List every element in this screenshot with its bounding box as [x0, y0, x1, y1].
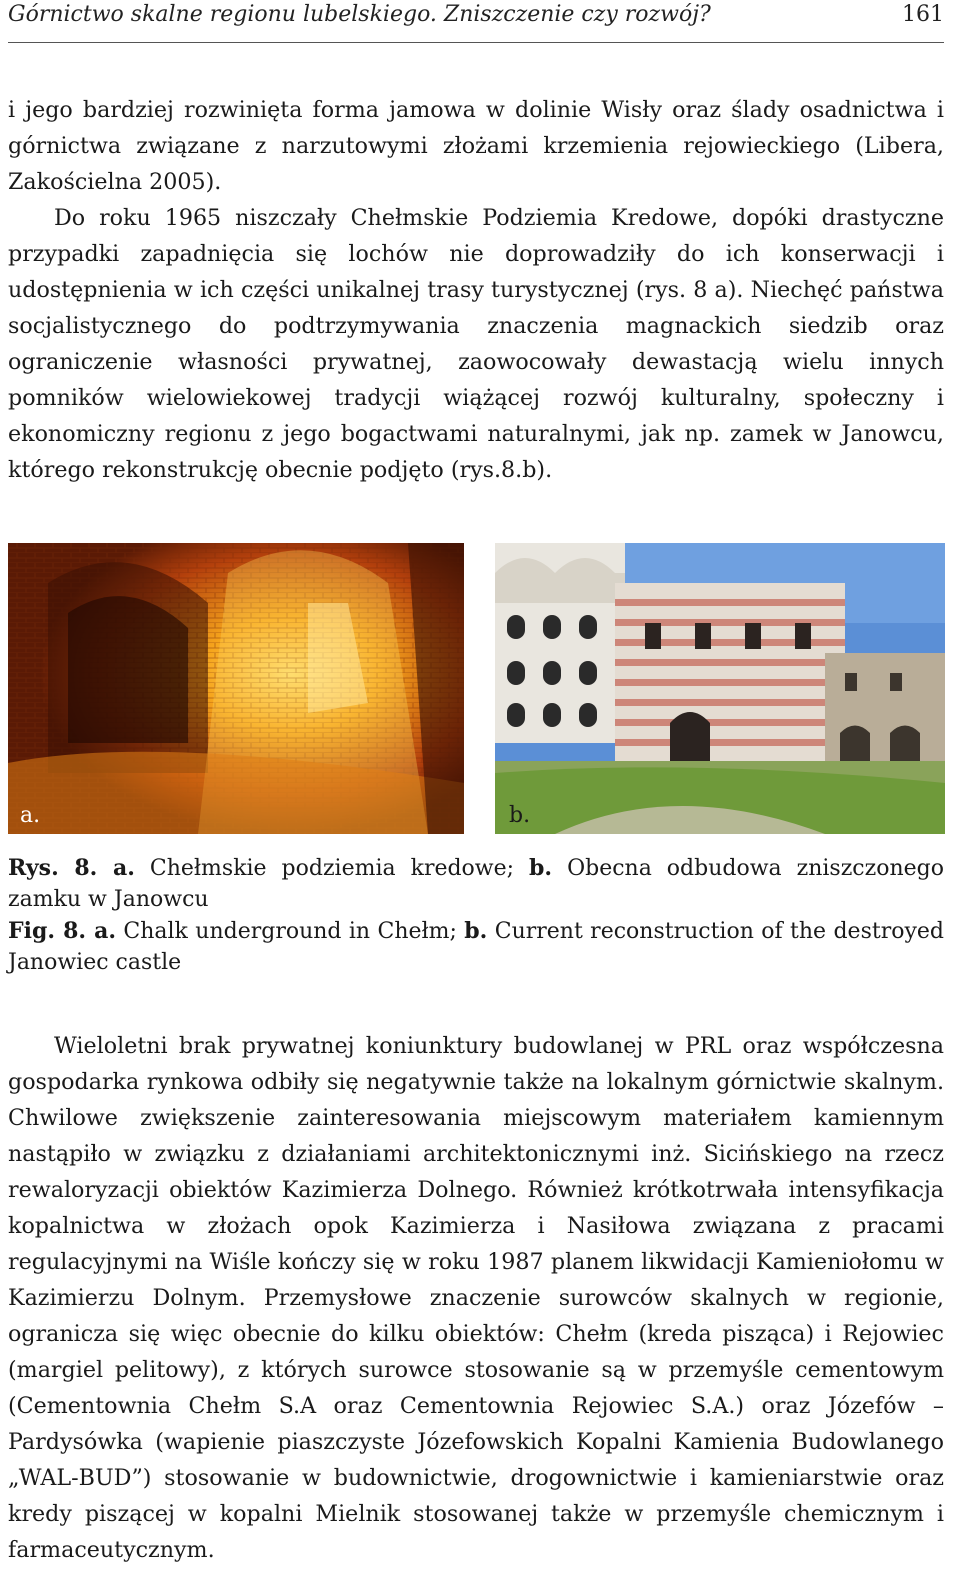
figure-a-chalk-underground: [8, 543, 464, 834]
caption-pl-prefix: Rys. 8. a.: [8, 855, 135, 881]
caption-pl-part-a: Chełmskie podziemia kredowe;: [134, 856, 530, 881]
tunnel-photo: [8, 543, 464, 834]
page-number: 161: [902, 2, 944, 27]
figure-label-b: b.: [509, 803, 531, 828]
figure-label-a: a.: [20, 803, 41, 828]
caption-english: [8, 916, 944, 978]
caption-pl-part-b: Obecna odbudowa zniszczonego zamku w Janowcu: [8, 856, 944, 912]
caption-pl-b: b.: [529, 855, 553, 881]
caption-polish: [8, 853, 944, 915]
body-text-bottom: [8, 1028, 944, 1568]
paragraph-3: Wieloletni brak prywatnej koniunktury budowlanej w PRL oraz współczesna gospodarka rynkowa odbiły się negatywnie także na lokalnym górnictwie skalnym. Chwilowe zwiększenie zainteresowania miejscowym materiałem kamiennym nastąpiło w związku z działaniami architektonicznymi inż. Sicińskiego na rzecz rewaloryzacji obiektów Kazimierza Dolnego. Również krótkotrwała intensyfikacja kopalnictwa w złożach opok Kazimierza i Nasiłowa związana z pracami regulacyjnymi na Wiśle kończy się w roku 1987 planem likwidacji Kamieniołomu w Kazimierzu Dolnym. Przemysłowe znaczenie surowców skalnych w regionie, ogranicza się więc obecnie do kilku obiektów: Chełm (kreda pisząca) i Rejowiec (margiel pelitowy), z których surowce stosowanie są w przemyśle cementowym (Cementownia Chełm S.A oraz Cementownia Rejowiec S.A.) oraz Józefów – Pardysówka (wapienie piaszczyste Józefowskich Kopalni Kamienia Budowlanego „WAL-BUD”) stosowanie w budownictwie, drogownictwie i kamieniarstwie oraz kredy piszącej w kopalni Mielnik stosowanej także w przemyśle chemicznym i farmaceutycznym.: [8, 1033, 944, 1563]
page-header: [8, 0, 944, 44]
caption-en-part-b: Current reconstruction of the destroyed Janowiec castle: [8, 919, 944, 975]
caption-en-b: b.: [464, 918, 488, 944]
running-title: Górnictwo skalne regionu lubelskiego. Zniszczenie czy rozwój?: [8, 2, 711, 27]
caption-en-prefix: Fig. 8. a.: [8, 918, 117, 944]
paragraph-1: i jego bardziej rozwinięta forma jamowa w dolinie Wisły oraz ślady osadnictwa i górnictwa związane z narzutowymi złożami krzemienia rejowieckiego (Libera, Zakościelna 2005).: [8, 97, 944, 195]
paragraph-2: Do roku 1965 niszczały Chełmskie Podziemia Kredowe, dopóki drastyczne przypadki zapadnięcia się lochów nie doprowadziły do ich konserwacji i udostępnienia w ich części unikalnej trasy turystycznej (rys. 8 a). Niechęć państwa socjalistycznego do podtrzymywania znaczenia magnackich siedzib oraz ograniczenie własności prywatnej, zaowocowały dewastacją wielu innych pomników wielowiekowej tradycji wiążącej rozwój kulturalny, społeczny i ekonomiczny regionu z jego bogactwami naturalnymi, jak np. zamek w Janowcu, którego rekonstrukcję obecnie podjęto (rys.8.b).: [8, 205, 944, 483]
header-rule: [8, 42, 944, 43]
figure-b-janowiec-castle: [495, 543, 945, 834]
castle-photo: [495, 543, 945, 834]
body-text-top: [8, 92, 944, 488]
caption-en-part-a: Chalk underground in Chełm;: [116, 919, 465, 944]
